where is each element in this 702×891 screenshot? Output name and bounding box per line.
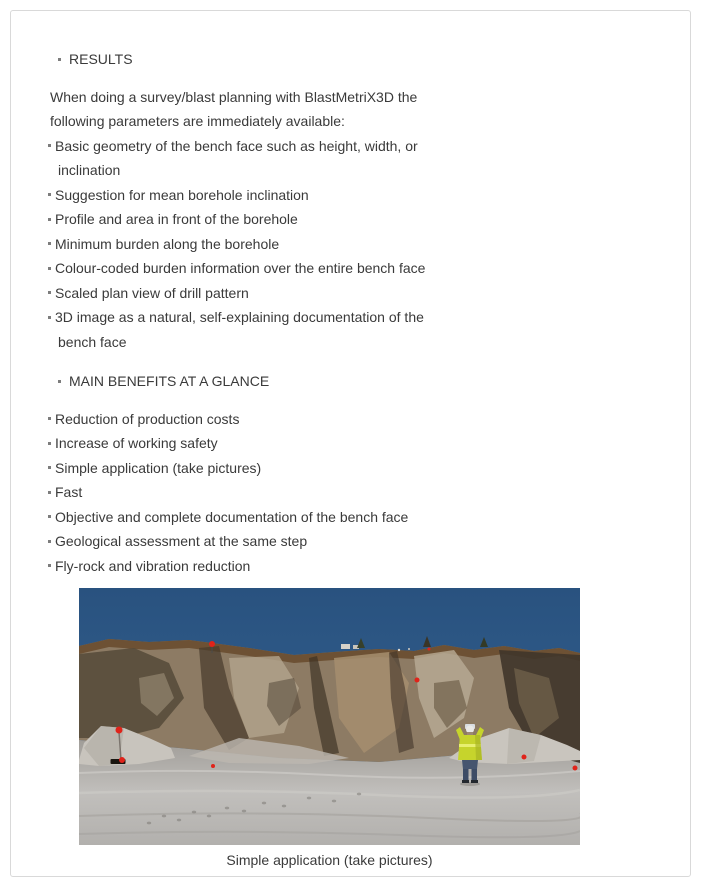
list-item [48,505,690,530]
square-bullet-icon [48,242,51,245]
section-heading-label: MAIN BENEFITS AT A GLANCE [69,373,270,390]
section-heading-label: RESULTS [69,51,133,68]
square-bullet-icon [48,193,51,196]
section-heading-results [58,47,690,72]
figure-quarry-photo [79,588,580,870]
list-item-line: Suggestion for mean borehole inclination [55,186,309,203]
paragraph-line: following parameters are immediately available: [50,113,345,129]
list-item [48,134,690,183]
post-body-card [10,10,691,877]
list-item [48,456,690,481]
list-item-line: Objective and complete documentation of the bench face [55,508,409,525]
paragraph-line: When doing a survey/blast planning with BlastMetriX3D the [50,88,418,105]
square-bullet-icon [48,564,51,567]
square-bullet-icon [48,291,51,294]
list-item [48,183,690,208]
square-bullet-icon [48,417,51,420]
list-item-line: Fast [55,484,83,500]
square-bullet-icon [48,491,51,494]
quarry-photo-image [79,588,580,845]
list-item-line: Geological assessment at the same step [55,533,308,549]
square-bullet-icon [48,540,51,543]
list-item [48,529,690,554]
list-item [48,407,690,432]
list-item [48,554,690,579]
list-item [48,305,690,354]
square-bullet-icon [48,466,51,469]
article-content [11,47,690,870]
square-bullet-icon [48,442,51,445]
list-item-line: Colour-coded burden information over the entire bench face [55,260,426,276]
square-bullet-icon [48,144,51,147]
square-bullet-icon [48,515,51,518]
list-item [48,207,690,232]
list-item-line: Simple application (take pictures) [55,459,262,476]
list-item [48,256,690,281]
square-bullet-icon [58,58,61,61]
list-item [48,232,690,257]
list-item-line: Increase of working safety [55,435,218,451]
benefits-list [48,407,690,579]
list-item-line: 3D image as a natural, self-explaining documentation of the [55,309,424,325]
list-item [48,431,690,456]
square-bullet-icon [48,267,51,270]
list-item-line: inclination [58,162,121,178]
list-item-line: Profile and area in front of the borehole [55,211,298,227]
list-item-line: Reduction of production costs [55,410,240,427]
square-bullet-icon [48,218,51,221]
list-item [48,281,690,306]
results-list [48,134,690,355]
list-item-line: Basic geometry of the bench face such as height, width, or [55,137,418,154]
photo-caption: Simple application (take pictures) [226,852,433,868]
list-item-line: Scaled plan view of drill pattern [55,284,249,301]
intro-paragraph [50,85,690,134]
list-item [48,480,690,505]
square-bullet-icon [58,380,61,383]
square-bullet-icon [48,316,51,319]
list-item-line: Minimum burden along the borehole [55,235,280,252]
list-item-line: bench face [58,333,127,350]
section-heading-benefits [58,369,690,394]
list-item-line: Fly-rock and vibration reduction [55,557,251,574]
